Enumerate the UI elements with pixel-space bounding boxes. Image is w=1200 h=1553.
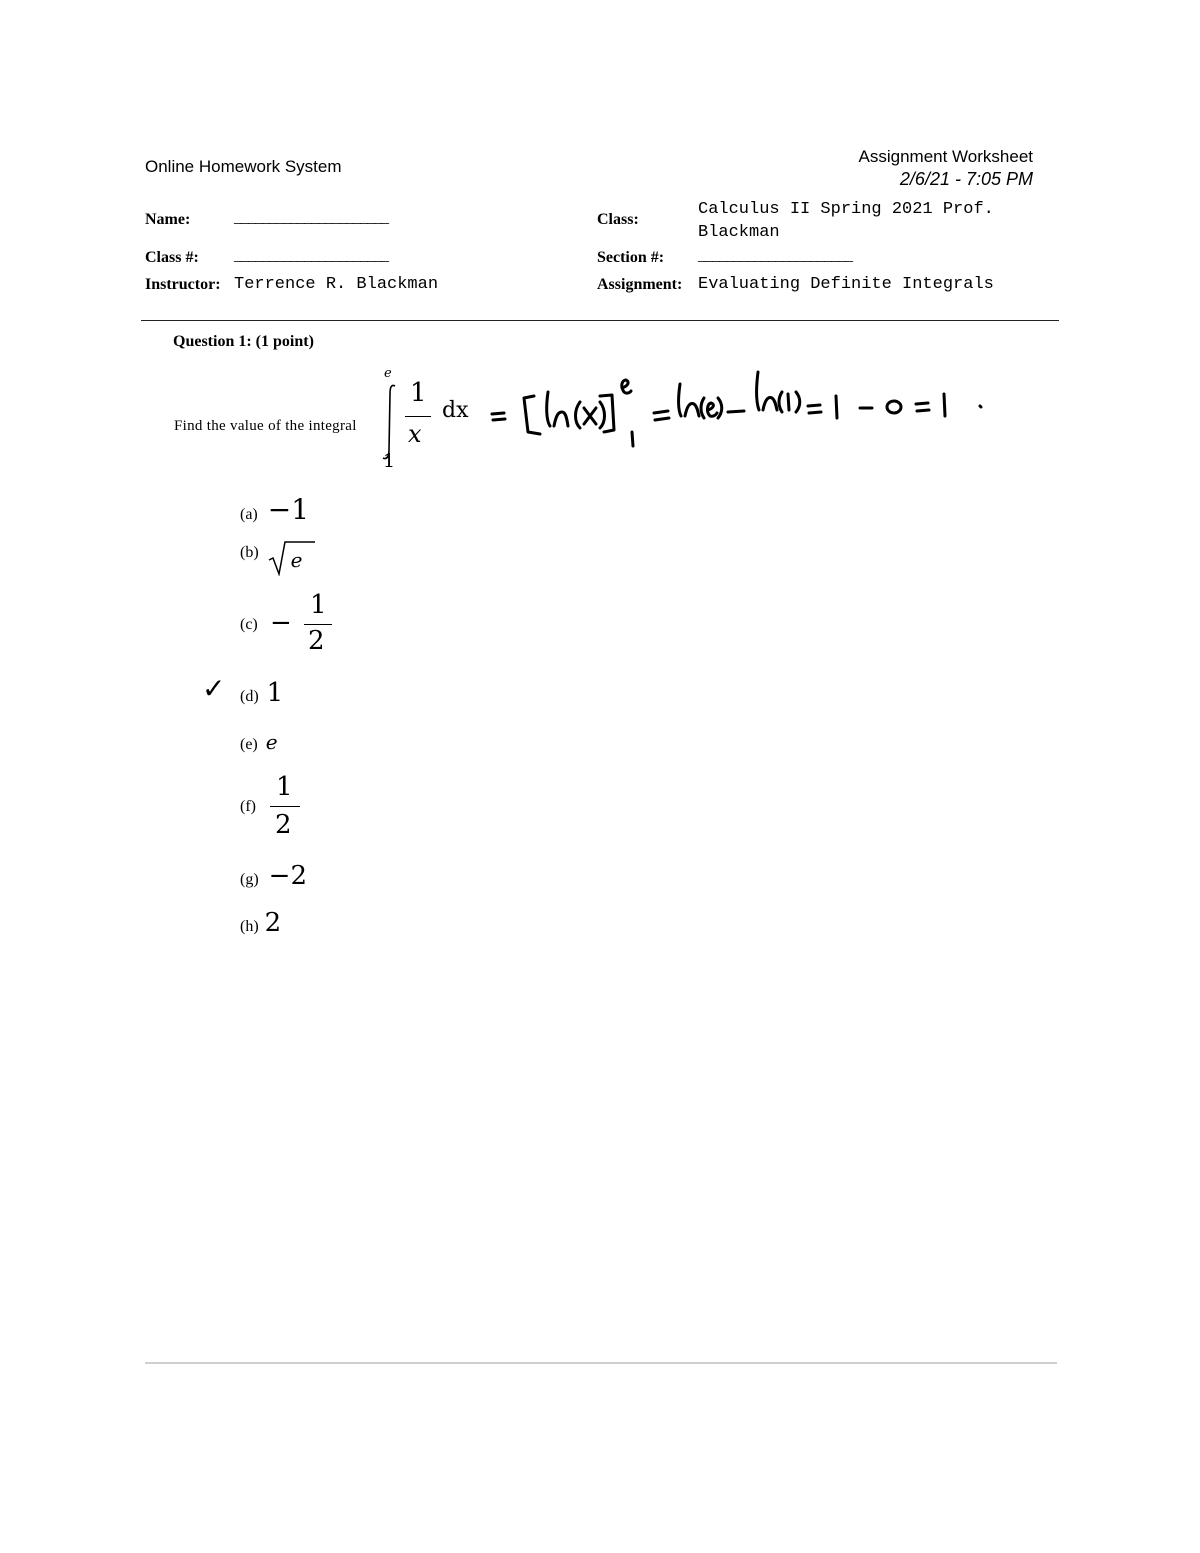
option-f-fraction-bar xyxy=(270,806,300,807)
option-b-value: e xyxy=(290,548,303,572)
question-prompt: Find the value of the integral xyxy=(174,418,357,434)
worksheet-header xyxy=(859,146,1033,190)
option-a xyxy=(240,493,310,526)
integrand-numerator: 1 xyxy=(410,378,427,408)
class-number-blank: ______________________ xyxy=(234,247,388,264)
worksheet-date: 2/6/21 - 7:05 PM xyxy=(899,169,1033,189)
option-b-math xyxy=(267,540,317,576)
option-c-denominator: 2 xyxy=(308,626,325,656)
header-divider xyxy=(141,320,1059,321)
option-f xyxy=(240,772,320,844)
fraction-bar xyxy=(405,416,431,417)
option-g-value: −2 xyxy=(268,861,307,891)
class-number-label: Class #: xyxy=(145,249,199,266)
option-b xyxy=(240,540,317,580)
system-name: Online Homework System xyxy=(145,157,342,176)
option-h-value: 2 xyxy=(264,908,282,938)
section-label: Section #: xyxy=(597,249,665,266)
option-b-letter: (b) xyxy=(240,544,259,561)
option-d-letter: (d) xyxy=(240,688,259,705)
integral-differential: dx xyxy=(442,398,469,423)
option-g-letter: (g) xyxy=(240,871,259,888)
option-a-letter: (a) xyxy=(240,506,258,523)
class-label: Class: xyxy=(597,211,639,228)
correct-check-icon: ✓ xyxy=(202,674,226,705)
option-g xyxy=(240,861,307,891)
handwritten-work xyxy=(488,362,1008,458)
name-label: Name: xyxy=(145,211,191,228)
handwritten-work-icon xyxy=(488,362,1008,458)
option-e xyxy=(240,730,278,760)
option-h-letter: (h) xyxy=(240,918,259,935)
option-d-value: 1 xyxy=(266,678,284,708)
class-value xyxy=(698,198,994,244)
name-blank: ______________________ xyxy=(234,209,388,226)
option-e-letter: (e) xyxy=(240,736,258,753)
integrand-denominator: x xyxy=(408,420,422,448)
integral-upper-limit: e xyxy=(384,366,392,381)
class-value-line2: Blackman xyxy=(698,223,780,242)
option-f-letter: (f) xyxy=(240,798,256,815)
instructor-label: Instructor: xyxy=(145,276,221,293)
option-d xyxy=(240,678,283,708)
assignment-value: Evaluating Definite Integrals xyxy=(698,275,994,294)
option-c-sign: − xyxy=(270,608,292,638)
class-value-line1: Calculus II Spring 2021 Prof. xyxy=(698,200,994,219)
integral-expression xyxy=(378,368,488,478)
option-c-numerator: 1 xyxy=(310,590,327,620)
option-c xyxy=(240,590,360,662)
option-e-value: e xyxy=(265,730,278,754)
worksheet-title: Assignment Worksheet xyxy=(858,147,1033,166)
footer-divider xyxy=(145,1362,1057,1364)
question-title: Question 1: (1 point) xyxy=(173,333,314,350)
option-f-denominator: 2 xyxy=(275,810,292,840)
option-h xyxy=(240,908,281,938)
option-c-fraction-bar xyxy=(304,624,332,625)
option-a-value: −1 xyxy=(267,493,310,526)
assignment-label: Assignment: xyxy=(597,276,683,293)
section-blank: ______________________ xyxy=(698,247,852,264)
instructor-value: Terrence R. Blackman xyxy=(234,275,439,294)
option-f-numerator: 1 xyxy=(276,772,293,802)
option-c-letter: (c) xyxy=(240,616,258,633)
integral-lower-limit: 1 xyxy=(383,450,396,472)
